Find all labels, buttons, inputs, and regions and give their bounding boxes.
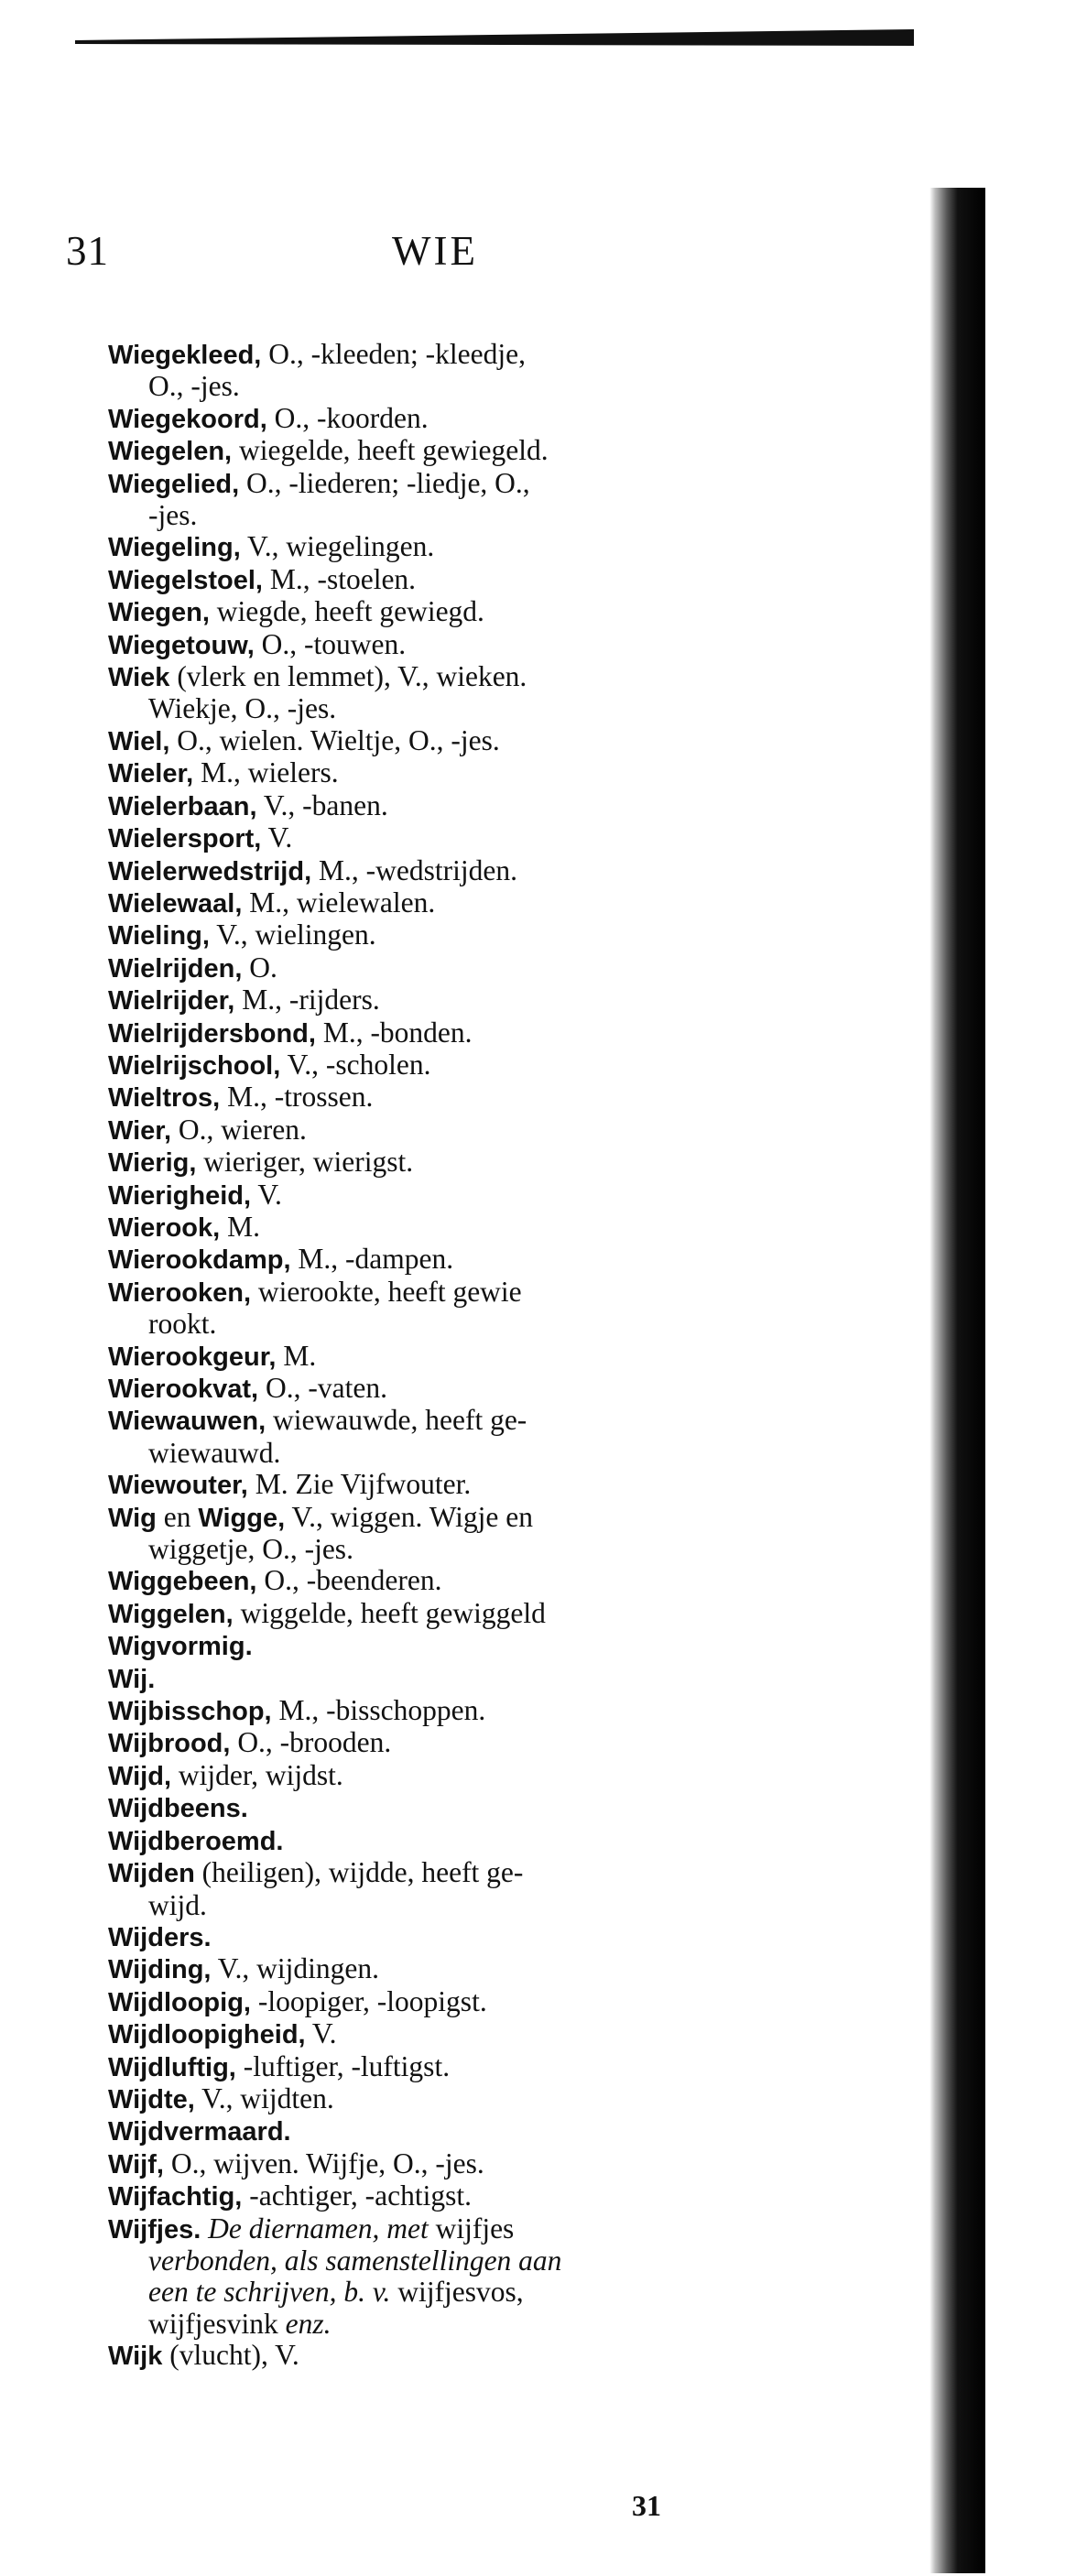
headword: Wierookgeur, [108, 1342, 277, 1372]
headword: Wiewouter, [108, 1471, 248, 1501]
entry-text: V., wiegelingen. [240, 530, 435, 563]
headword: Wielersport, [108, 824, 262, 854]
entry-text: V., wiggen. Wigje en [285, 1500, 534, 1533]
dictionary-entry [108, 2340, 786, 2372]
footer-page-number: 31 [632, 2489, 661, 2522]
entry-text: O., -liederen; -liedje, O., [239, 466, 530, 499]
headword: Wijk [108, 2342, 163, 2372]
dictionary-entry [108, 564, 786, 596]
book-spine-shadow [916, 188, 985, 2573]
dictionary-entry [108, 1760, 786, 1792]
headword: Wierooken, [108, 1277, 252, 1308]
dictionary-entry [108, 1017, 786, 1049]
dictionary-entry [108, 661, 786, 725]
entry-text: M., -dampen. [290, 1243, 454, 1276]
usage-note: enz. [285, 2307, 331, 2340]
headword: Wiewauwen, [108, 1407, 266, 1437]
headword: Wielrijder, [108, 986, 235, 1016]
headword: Wiegelstoel, [108, 565, 263, 595]
entry-text: O., wielen. Wieltje, O., -jes. [169, 723, 500, 756]
dictionary-entry [108, 952, 786, 984]
headword: Wielrijschool, [108, 1050, 281, 1081]
entry-text: (vlerk en lemmet), V., wieken. [169, 660, 527, 693]
header-page-number: 31 [66, 228, 109, 274]
headword: Wig [108, 1503, 157, 1533]
entry-text: O., wijven. Wijfje, O., -jes. [163, 2147, 484, 2179]
dictionary-entry [108, 1405, 786, 1469]
entry-text: wiewauwde, heeft ge- [266, 1404, 527, 1437]
entry-text: O., wieren. [171, 1113, 307, 1146]
dictionary-entry [108, 1179, 786, 1212]
entry-text: V. [251, 1178, 282, 1211]
entry-text: O., -vaten. [258, 1372, 387, 1404]
headword: Wigge, [198, 1503, 286, 1533]
entry-text: M., -stoelen. [262, 562, 417, 595]
headword: Wieling, [108, 921, 210, 951]
entry-text: (heiligen), wijdde, heeft ge- [194, 1856, 524, 1889]
headword: Wijbisschop, [108, 1697, 272, 1727]
page-header [0, 227, 916, 282]
dictionary-entries [108, 339, 786, 2373]
dictionary-entry [108, 1857, 786, 1921]
dictionary-entry [108, 531, 786, 563]
dictionary-entry [108, 2180, 786, 2212]
entry-text: M., wielewalen. [242, 886, 436, 918]
dictionary-entry [108, 435, 786, 467]
entry-text: O. [242, 951, 277, 984]
entry-text: V. [261, 821, 293, 854]
dictionary-entry [108, 1953, 786, 1985]
dictionary-entry [108, 1081, 786, 1114]
dictionary-entry [108, 629, 786, 661]
dictionary-entry [108, 1663, 786, 1695]
headword: Wielewaal, [108, 888, 243, 918]
entry-text: M., -trossen. [220, 1081, 374, 1114]
headword: Wierigheid, [108, 1180, 252, 1211]
entry-text: M., -bisschoppen. [271, 1694, 486, 1727]
headword: Wijdbeens. [108, 1794, 248, 1824]
entry-text: O., -beenderen. [256, 1564, 442, 1597]
entry-text: O., -koorden. [266, 401, 429, 434]
headword: Wiel, [108, 726, 170, 756]
entry-text: wijder, wijdst. [171, 1758, 343, 1791]
headword: Wijbrood, [108, 1729, 231, 1759]
dictionary-entry [108, 855, 786, 887]
dictionary-entry [108, 1598, 786, 1630]
entry-text: O., -kleeden; -kleedje, [261, 338, 526, 370]
entry-text: wiegelde, heeft gewiegeld. [232, 434, 549, 467]
entry-text: M., -wedstrijden. [311, 853, 517, 886]
headword: Wiegeling, [108, 533, 241, 563]
entry-text: V., -banen. [256, 788, 388, 821]
dictionary-entry [108, 1212, 786, 1244]
headword: Wiegekleed, [108, 341, 262, 370]
dictionary-entry [108, 822, 786, 854]
entry-text: O., -jes. [148, 370, 240, 403]
dictionary-entry [108, 1277, 786, 1341]
entry-text: Wiekje, O., -jes. [148, 692, 337, 725]
entry-text: -luftiger, -luftigst. [235, 2049, 451, 2082]
dictionary-entry [108, 339, 786, 403]
headword: Wiegekoord, [108, 404, 267, 434]
entry-text: wiegde, heeft gewiegd. [209, 595, 484, 628]
dictionary-entry [108, 2115, 786, 2147]
entry-text: wierookte, heeft gewie [251, 1275, 522, 1308]
headword: Wijdluftig, [108, 2052, 236, 2082]
entry-text: wijfjesvos, [390, 2276, 524, 2309]
headword: Wierookvat, [108, 1375, 259, 1404]
dictionary-entry [108, 1469, 786, 1501]
headword: Wijfachtig, [108, 2182, 243, 2212]
dictionary-entry [108, 2083, 786, 2115]
entry-text: O., -brooden. [230, 1726, 392, 1759]
dictionary-entry [108, 1244, 786, 1276]
headword: Wieltros, [108, 1083, 221, 1114]
headword: Wierig, [108, 1148, 197, 1179]
dictionary-entry [108, 757, 786, 789]
dictionary-entry [108, 1986, 786, 2018]
dictionary-entry [108, 468, 786, 532]
entry-text: M. Zie Vijfwouter. [247, 1468, 472, 1501]
dictionary-entry [108, 1565, 786, 1597]
dictionary-entry [108, 1502, 786, 1566]
entry-text: M. [276, 1339, 317, 1372]
entry-text: M. [220, 1210, 260, 1243]
dictionary-entry [108, 2148, 786, 2180]
headword: Wiegelen, [108, 437, 233, 467]
entry-text: M., -rijders. [234, 984, 380, 1016]
headword: Wiegen, [108, 598, 210, 628]
entry-text: V., wijdten. [194, 2081, 334, 2114]
dictionary-entry [108, 2213, 786, 2341]
dictionary-entry [108, 984, 786, 1016]
top-rule [75, 29, 914, 53]
headword: Wierookdamp, [108, 1245, 291, 1276]
headword: Wijdloopig, [108, 1987, 251, 2017]
dictionary-entry [108, 790, 786, 822]
entry-text: -achtiger, -achtigst. [242, 2179, 472, 2212]
entry-text: wijfjesvink [148, 2307, 286, 2340]
entry-text: -jes. [148, 499, 198, 532]
usage-note: De diernamen, met [201, 2212, 429, 2244]
dictionary-entry [108, 919, 786, 951]
headword: Wij. [108, 1664, 156, 1694]
dictionary-entry [108, 2051, 786, 2083]
headword: Wijdvermaard. [108, 2117, 291, 2147]
dictionary-entry [108, 725, 786, 757]
headword: Wielerwedstrijd, [108, 856, 312, 886]
dictionary-entry [108, 596, 786, 628]
dictionary-entry [108, 1341, 786, 1373]
dictionary-entry [108, 403, 786, 435]
dictionary-entry [108, 1695, 786, 1727]
headword: Wigvormig. [108, 1632, 253, 1662]
entry-text: wiggelde, heeft gewiggeld [233, 1596, 546, 1629]
entry-text: V. [305, 2017, 337, 2050]
headword: Wijden [108, 1859, 195, 1889]
headword: Wier, [108, 1115, 172, 1146]
entry-text: V., wielingen. [209, 918, 376, 951]
headword: Wielrijdersbond, [108, 1018, 316, 1049]
entry-text: M., wielers. [193, 756, 339, 789]
headword: Wijdberoemd. [108, 1826, 284, 1856]
headword: Wiek [108, 663, 170, 693]
dictionary-entry [108, 1921, 786, 1953]
dictionary-entry [108, 2018, 786, 2050]
entry-text: V., wijdingen. [211, 1952, 379, 1985]
headword: Wijders. [108, 1922, 212, 1952]
headword: Wijdloopigheid, [108, 2020, 306, 2050]
dictionary-entry [108, 887, 786, 919]
headword: Wierook, [108, 1212, 221, 1243]
headword: Wijdte, [108, 2084, 195, 2114]
entry-text: rookt. [148, 1308, 217, 1341]
headword: Wielrijden, [108, 953, 243, 984]
entry-text: wieriger, wierigst. [196, 1146, 414, 1179]
headword: Wijd, [108, 1761, 172, 1791]
entry-text: M., -bonden. [315, 1016, 473, 1049]
running-head: WIE [392, 228, 478, 274]
headword: Wiegetouw, [108, 630, 255, 660]
dictionary-entry [108, 1630, 786, 1662]
dictionary-entry [108, 1792, 786, 1824]
dictionary-entry [108, 1373, 786, 1405]
entry-text: -loopiger, -loopigst. [250, 1984, 487, 2017]
headword: Wieler, [108, 759, 194, 789]
usage-note: een te schrijven, b. v. [148, 2276, 391, 2309]
entry-text: V., -scholen. [280, 1048, 431, 1081]
headword: Wijf, [108, 2149, 164, 2179]
headword: Wijding, [108, 1955, 212, 1985]
dictionary-entry [108, 1727, 786, 1759]
entry-text: wiggetje, O., -jes. [148, 1533, 353, 1566]
headword: Wiggelen, [108, 1599, 234, 1629]
headword: Wiggebeen, [108, 1567, 257, 1597]
headword: Wijfjes. [108, 2214, 201, 2244]
entry-text: wijd. [148, 1888, 207, 1921]
entry-text: wijfjes [428, 2212, 515, 2244]
headword: Wielerbaan, [108, 791, 257, 821]
entry-text: (vlucht), V. [162, 2339, 299, 2372]
dictionary-entry [108, 1049, 786, 1081]
dictionary-entry [108, 1114, 786, 1147]
headword: Wiegelied, [108, 469, 240, 499]
dictionary-entry [108, 1825, 786, 1857]
usage-note: verbonden, als samenstellingen aan [148, 2244, 562, 2277]
entry-text: wiewauwd. [148, 1436, 281, 1469]
dictionary-entry [108, 1147, 786, 1179]
entry-text: O., -touwen. [254, 627, 407, 660]
entry-text: en [156, 1500, 199, 1533]
